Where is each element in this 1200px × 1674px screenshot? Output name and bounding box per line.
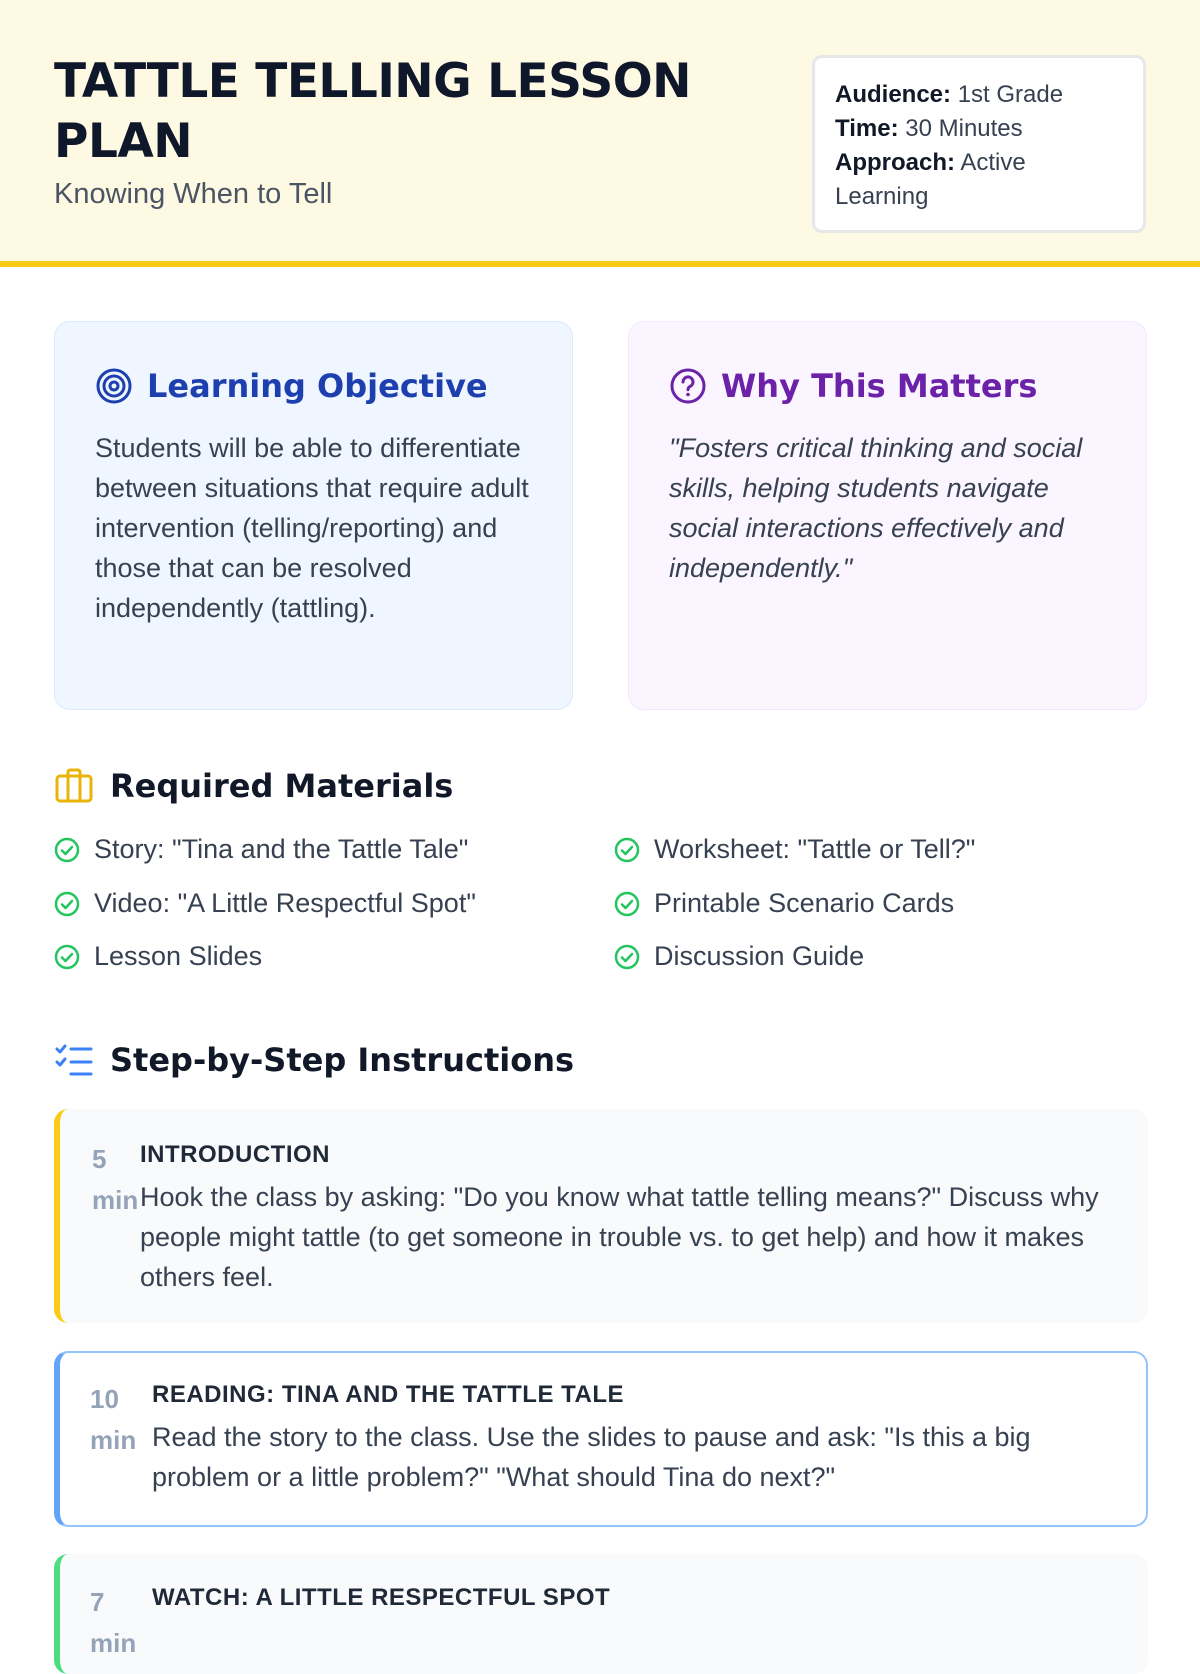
step-unit: min: [92, 1185, 139, 1215]
material-label: Video: "A Little Respectful Spot": [94, 888, 476, 918]
material-item: [614, 834, 975, 865]
material-item: [614, 888, 954, 919]
material-label: Discussion Guide: [654, 941, 865, 971]
step-content: [152, 1379, 1146, 1525]
check-circle-icon: [54, 891, 80, 917]
material-item: [54, 941, 262, 972]
audience-line: [835, 78, 1123, 112]
materials-header: [54, 766, 453, 806]
approach-line: [835, 146, 1123, 214]
step-minutes: 10: [90, 1384, 119, 1414]
learning-objective-title: Learning Objective: [147, 367, 488, 405]
target-icon: [95, 367, 133, 405]
instructions-header: [54, 1040, 574, 1080]
check-circle-icon: [614, 944, 640, 970]
approach-label: Approach:: [835, 149, 955, 176]
learning-objective-card: [54, 321, 573, 710]
page-title: TATTLE TELLING LESSON PLAN: [54, 54, 692, 169]
material-label: Printable Scenario Cards: [654, 888, 955, 918]
why-this-matters-quote: "Fosters critical thinking and social skills, helping students navigate social interactions effectively and independently.": [669, 433, 1083, 583]
time-label: Time:: [835, 115, 899, 142]
step-title: READING: TINA AND THE TATTLE TALE: [152, 1381, 625, 1408]
step-duration: [60, 1139, 140, 1323]
step-title: WATCH: A LITTLE RESPECTFUL SPOT: [152, 1584, 611, 1611]
step-content: [152, 1582, 1148, 1674]
learning-objective-header: [95, 364, 532, 408]
step-card: [54, 1109, 1148, 1323]
briefcase-icon: [54, 766, 94, 806]
materials-title: Required Materials: [110, 767, 454, 805]
check-circle-icon: [614, 837, 640, 863]
lesson-info-box: [812, 55, 1146, 233]
material-item: [54, 888, 476, 919]
checklist-icon: [54, 1040, 94, 1080]
step-minutes: 5: [92, 1144, 107, 1174]
time-value: 30 Minutes: [905, 115, 1023, 142]
why-this-matters-title: Why This Matters: [721, 367, 1038, 405]
why-this-matters-card: [628, 321, 1147, 710]
step-card: [54, 1554, 1148, 1674]
material-label: Story: "Tina and the Tattle Tale": [94, 834, 469, 864]
check-circle-icon: [614, 891, 640, 917]
check-circle-icon: [54, 944, 80, 970]
step-duration: [60, 1379, 152, 1525]
step-title: INTRODUCTION: [140, 1141, 330, 1168]
why-this-matters-header: [669, 364, 1106, 408]
time-line: [835, 112, 1123, 146]
step-unit: min: [90, 1628, 137, 1658]
step-duration: [60, 1582, 152, 1674]
check-circle-icon: [54, 837, 80, 863]
material-label: Worksheet: "Tattle or Tell?": [654, 834, 976, 864]
step-description: Hook the class by asking: "Do you know what tattle telling means?" Discuss why people might tattle (to get someone in trouble vs. to get help) and how it makes others feel.: [140, 1182, 1099, 1292]
page-subtitle: Knowing When to Tell: [54, 178, 333, 210]
material-item: [54, 834, 468, 865]
step-content: [140, 1139, 1148, 1323]
material-item: [614, 941, 864, 972]
material-label: Lesson Slides: [94, 941, 263, 971]
audience-value: 1st Grade: [957, 81, 1064, 108]
approach-value: Active Learning: [835, 149, 1026, 210]
header: [0, 0, 1200, 267]
step-unit: min: [90, 1425, 137, 1455]
instructions-title: Step-by-Step Instructions: [110, 1041, 575, 1079]
step-minutes: 7: [90, 1587, 105, 1617]
audience-label: Audience:: [835, 81, 952, 108]
step-description: Read the story to the class. Use the slides to pause and ask: "Is this a big problem or a little problem?" "What should Tina do next?": [152, 1422, 1031, 1492]
question-circle-icon: [669, 367, 707, 405]
step-card: [54, 1351, 1148, 1527]
learning-objective-text: Students will be able to differentiate between situations that require adult intervention (telling/reporting) and those that can be resolved independently (tattling).: [95, 433, 529, 623]
